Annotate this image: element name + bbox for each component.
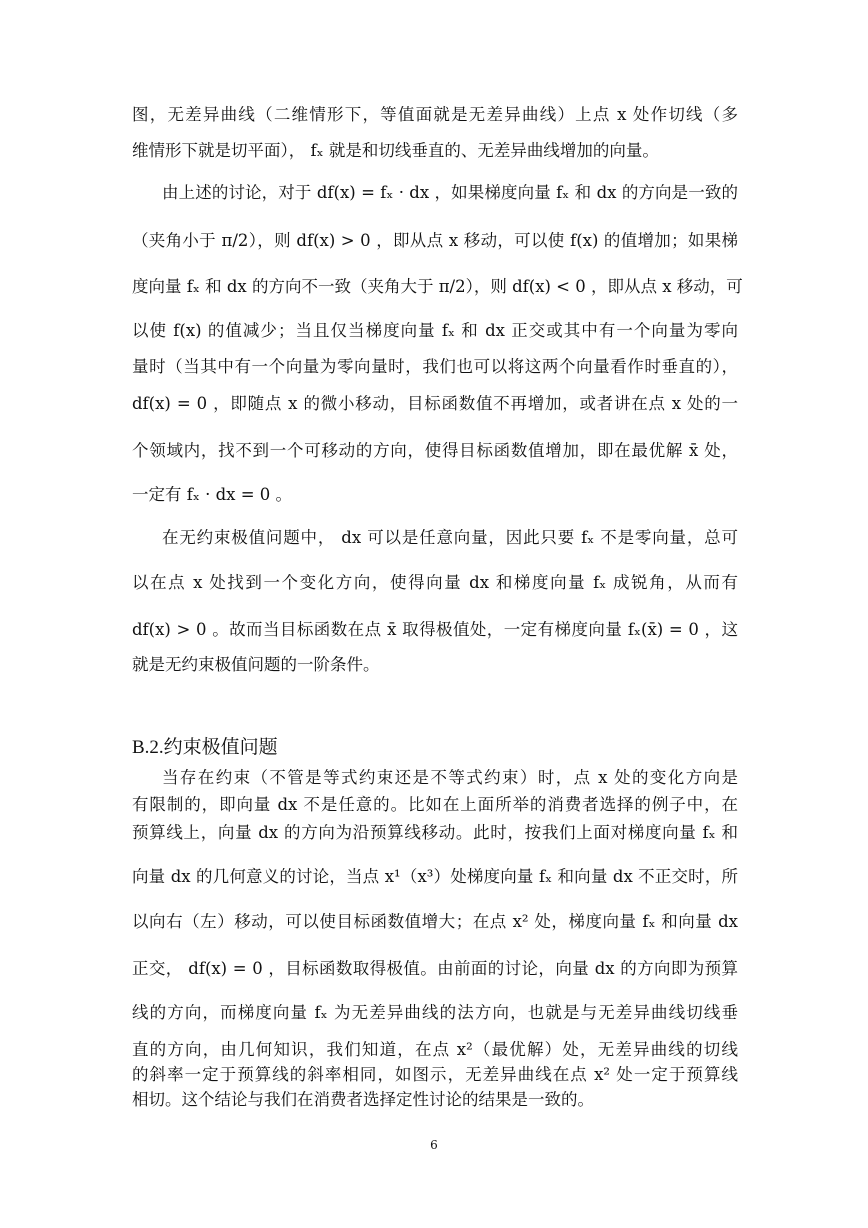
text-line: df(x) = 0 ，即随点 x 的微小移动，目标函数值不再增加，或者讲在点 x 处的一 [132,394,738,413]
text-line: 图，无差异曲线（二维情形下，等值面就是无差异曲线）上点 x 处作切线（多 [132,105,738,124]
text-line: 度向量 fₓ 和 dx 的方向不一致（夹角大于 π/2），则 df(x) < 0 ，即从点 x 移动，可 [132,277,743,296]
text-line: 以在点 x 处找到一个变化方向，使得向量 dx 和梯度向量 fₓ 成锐角，从而有 [132,573,738,592]
text-line: 以向右（左）移动，可以使目标函数值增大；在点 x² 处，梯度向量 fₓ 和向量 dx [132,912,738,931]
text-line: 由上述的讨论，对于 df(x) = fₓ · dx ，如果梯度向量 fₓ 和 dx 的方向是一致的 [162,183,738,202]
section-heading: B.2.约束极值问题 [132,737,278,758]
text-line: 量时（当其中有一个向量为零向量时，我们也可以将这两个向量看作时垂直的）， [132,357,738,376]
text-line: 就是无约束极值问题的一阶条件。 [132,655,380,674]
text-line: 相切。这个结论与我们在消费者选择定性讨论的结果是一致的。 [132,1090,594,1109]
text-line: 的斜率一定于预算线的斜率相同，如图示，无差异曲线在点 x² 处一定于预算线 [132,1065,738,1084]
text-line: 当存在约束（不管是等式约束还是不等式约束）时，点 x 处的变化方向是 [162,768,738,787]
text-line: 线的方向，而梯度向量 fₓ 为无差异曲线的法方向，也就是与无差异曲线切线垂 [132,1003,738,1022]
text-line: 预算线上，向量 dx 的方向为沿预算线移动。此时，按我们上面对梯度向量 fₓ 和 [132,823,738,842]
text-line: 个领域内，找不到一个可移动的方向，使得目标函数值增加，即在最优解 x̄ 处， [132,441,738,460]
text-line: 维情形下就是切平面）， fₓ 就是和切线垂直的、无差异曲线增加的向量。 [132,141,659,160]
text-line: （夹角小于 π/2），则 df(x) > 0 ，即从点 x 移动，可以使 f(x) 的值增加；如果梯 [132,231,738,250]
text-line: df(x) > 0 。故而当目标函数在点 x̄ 取得极值处，一定有梯度向量 fₓ(x̄) = 0 ，这 [132,620,738,639]
page-number: 6 [430,1138,438,1152]
text-line: 正交， df(x) = 0 ，目标函数取得极值。由前面的讨论，向量 dx 的方向即为预算 [132,959,738,978]
text-line: 一定有 fₓ · dx = 0 。 [132,485,293,504]
text-line: 有限制的，即向量 dx 不是任意的。比如在上面所举的消费者选择的例子中，在 [132,795,738,814]
text-line: 向量 dx 的几何意义的讨论，当点 x¹（x³）处梯度向量 fₓ 和向量 dx 不正交时，所 [132,867,738,886]
text-line: 直的方向，由几何知识，我们知道，在点 x²（最优解）处，无差异曲线的切线 [132,1040,738,1059]
text-line: 在无约束极值问题中， dx 可以是任意向量，因此只要 fₓ 不是零向量，总可 [162,528,738,547]
text-line: 以使 f(x) 的值减少；当且仅当梯度向量 fₓ 和 dx 正交或其中有一个向量为零向 [132,321,738,340]
